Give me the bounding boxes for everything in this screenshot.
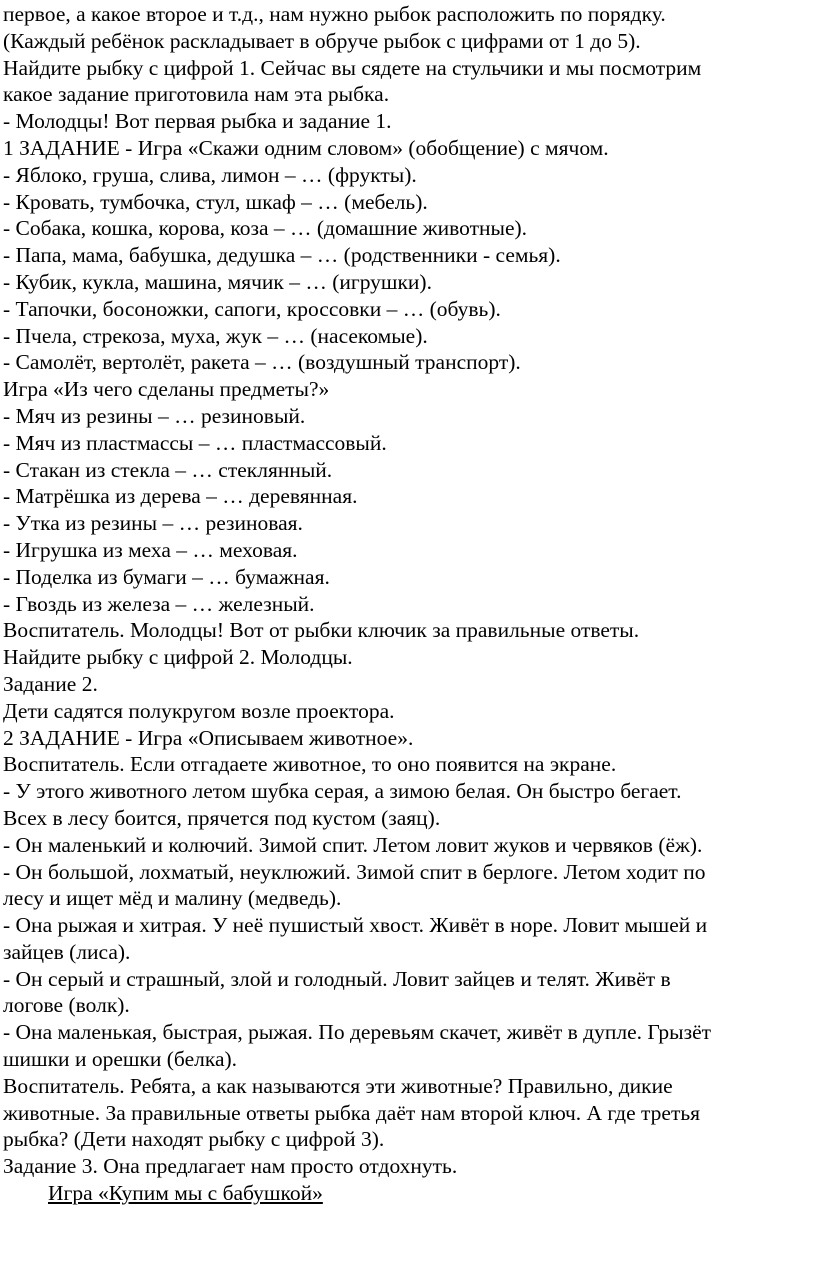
task-1-heading: 1 ЗАДАНИЕ - Игра «Скажи одним словом» (обобщение) с мячом. bbox=[3, 135, 609, 160]
text-line: - Пчела, стрекоза, муха, жук – … (насекомые). bbox=[3, 323, 428, 348]
text-line: Воспитатель. Молодцы! Вот от рыбки ключик за правильные ответы. bbox=[3, 618, 640, 643]
game-heading: Игра «Из чего сделаны предметы?» bbox=[3, 377, 330, 402]
text-line: - Собака, кошка, корова, коза – … (домашние животные). bbox=[3, 216, 528, 241]
task-2-label: Задание 2. bbox=[3, 671, 98, 696]
text-line: - Гвоздь из железа – … железный. bbox=[3, 591, 315, 616]
text-line: - Мяч из резины – … резиновый. bbox=[3, 403, 306, 428]
text-line: - Папа, мама, бабушка, дедушка – … (родственники - семья). bbox=[3, 243, 561, 268]
text-line: животные. За правильные ответы рыбка даёт нам второй ключ. А где третья bbox=[3, 1100, 701, 1125]
text-line: - Он маленький и колючий. Зимой спит. Летом ловит жуков и червяков (ёж). bbox=[3, 832, 703, 857]
text-line: лесу и ищет мёд и малину (медведь). bbox=[3, 886, 342, 911]
text-line: - Яблоко, груша, слива, лимон – … (фрукты). bbox=[3, 162, 417, 187]
text-line: Найдите рыбку с цифрой 2. Молодцы. bbox=[3, 645, 353, 670]
task-3-label: Задание 3. Она предлагает нам просто отдохнуть. bbox=[3, 1154, 458, 1179]
text-line: Воспитатель. Если отгадаете животное, то оно появится на экране. bbox=[3, 752, 617, 777]
task-2-heading: 2 ЗАДАНИЕ - Игра «Описываем животное». bbox=[3, 725, 414, 750]
document-page bbox=[3, 1, 813, 1207]
text-line: рыбка? (Дети находят рыбку с цифрой 3). bbox=[3, 1127, 385, 1152]
text-line: зайцев (лиса). bbox=[3, 939, 131, 964]
text-line: (Каждый ребёнок раскладывает в обруче рыбок с цифрами от 1 до 5). bbox=[3, 28, 641, 53]
text-line: - Стакан из стекла – … стеклянный. bbox=[3, 457, 333, 482]
game-title-underlined bbox=[3, 1180, 813, 1207]
text-line: - Молодцы! Вот первая рыбка и задание 1. bbox=[3, 109, 392, 134]
text-line: первое, а какое второе и т.д., нам нужно рыбок расположить по порядку. bbox=[3, 2, 666, 26]
text-line: Дети садятся полукругом возле проектора. bbox=[3, 698, 395, 723]
text-line: - Он серый и страшный, злой и голодный. Ловит зайцев и телят. Живёт в bbox=[3, 966, 671, 991]
game-title-text: Игра «Купим мы с бабушкой» bbox=[48, 1181, 323, 1206]
text-line: шишки и орешки (белка). bbox=[3, 1047, 238, 1072]
text-line: - Тапочки, босоножки, сапоги, кроссовки – … (обувь). bbox=[3, 296, 501, 321]
text-line: - У этого животного летом шубка серая, а зимою белая. Он быстро бегает. bbox=[3, 779, 682, 804]
text-line: - Матрёшка из дерева – … деревянная. bbox=[3, 484, 358, 509]
text-line: - Поделка из бумаги – … бумажная. bbox=[3, 564, 330, 589]
text-line: Воспитатель. Ребята, а как называются эти животные? Правильно, дикие bbox=[3, 1073, 673, 1098]
text-line: - Игрушка из меха – … меховая. bbox=[3, 537, 298, 562]
text-line: Всех в лесу боится, прячется под кустом (заяц). bbox=[3, 805, 441, 830]
text-line: - Она рыжая и хитрая. У неё пушистый хвост. Живёт в норе. Ловит мышей и bbox=[3, 913, 708, 938]
text-line: - Кубик, кукла, машина, мячик – … (игрушки). bbox=[3, 269, 432, 294]
text-line: - Кровать, тумбочка, стул, шкаф – … (мебель). bbox=[3, 189, 428, 214]
text-line: Найдите рыбку с цифрой 1. Сейчас вы сядете на стульчики и мы посмотрим bbox=[3, 55, 702, 80]
text-line: - Она маленькая, быстрая, рыжая. По деревьям скачет, живёт в дупле. Грызёт bbox=[3, 1020, 712, 1045]
text-line: - Он большой, лохматый, неуклюжий. Зимой спит в берлоге. Летом ходит по bbox=[3, 859, 706, 884]
text-line: - Утка из резины – … резиновая. bbox=[3, 511, 303, 536]
text-line: логове (волк). bbox=[3, 993, 130, 1018]
text-line: - Самолёт, вертолёт, ракета – … (воздушный транспорт). bbox=[3, 350, 521, 375]
text-line: какое задание приготовила нам эта рыбка. bbox=[3, 82, 390, 107]
text-line: - Мяч из пластмассы – … пластмассовый. bbox=[3, 430, 387, 455]
